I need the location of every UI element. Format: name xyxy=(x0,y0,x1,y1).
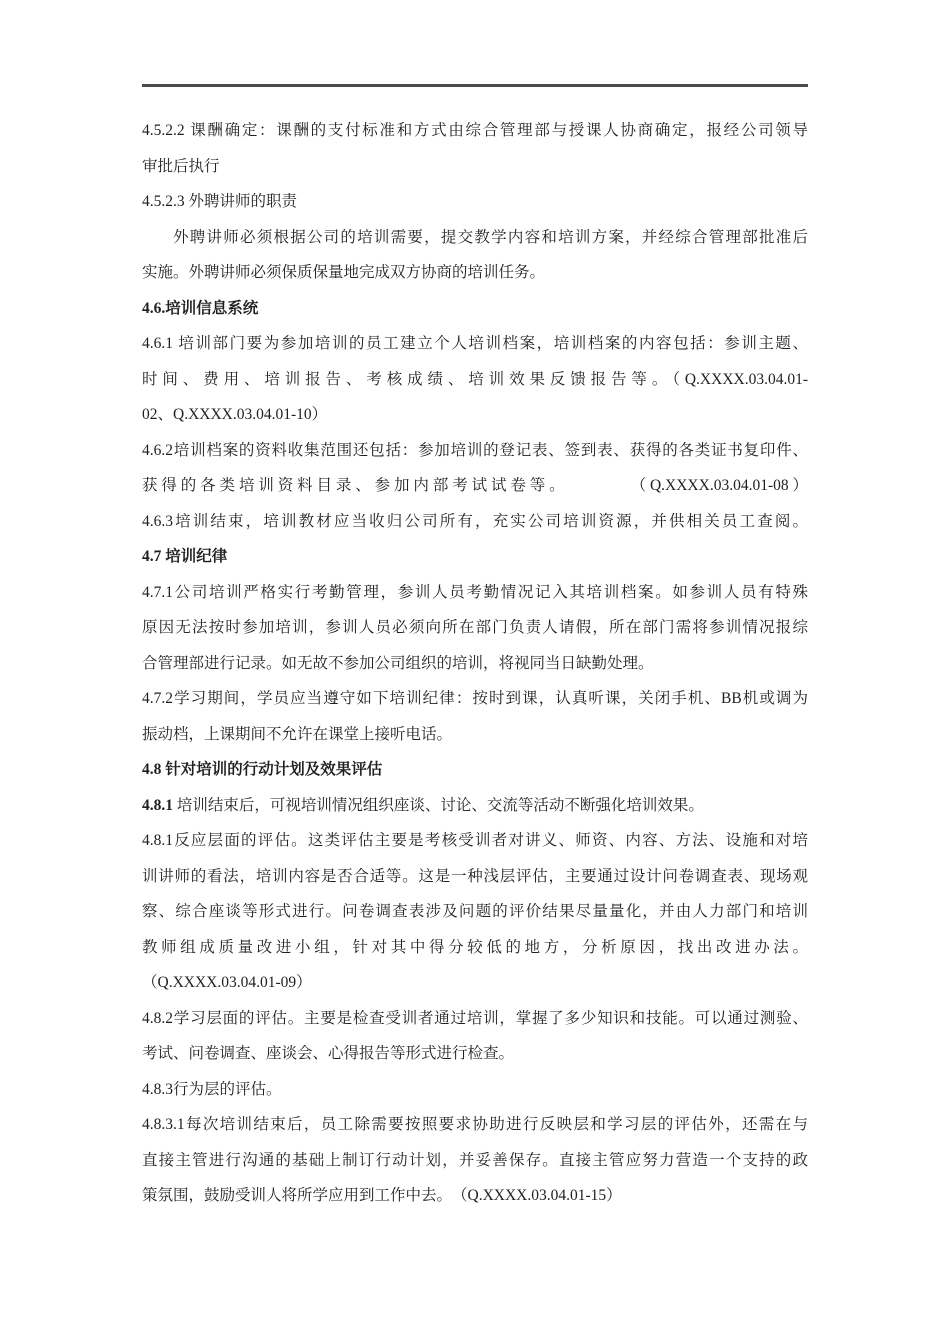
document-body xyxy=(142,113,808,1214)
text-line-15 xyxy=(142,610,808,646)
text-line-20 xyxy=(142,788,808,824)
text-line-29 xyxy=(142,1107,808,1143)
text-run: 时间、费用、培训报告、考核成绩、培训效果反馈报告等。（Q.XXXX.03.04.01- xyxy=(142,370,808,388)
text-run: 获得的各类培训资料目录、参加内部考试试卷等。 （Q.XXXX.03.04.01-08） xyxy=(142,477,808,494)
text-run: 原因无法按时参加培训，参训人员必须向所在部门负责人请假，所在部门需将参训情况报综 xyxy=(142,619,808,636)
text-line-1 xyxy=(142,113,808,149)
bold-text-run: 4.6.培训信息系统 xyxy=(142,299,259,317)
text-run: 4.7.2学习期间，学员应当遵守如下培训纪律：按时到课，认真听课，关闭手机、BB机或调为 xyxy=(142,690,808,707)
text-run: 实施。外聘讲师必须保质保量地完成双方协商的培训任务。 xyxy=(142,264,546,281)
text-line-21 xyxy=(142,823,808,859)
text-run: 4.6.3培训结束，培训教材应当收归公司所有，充实公司培训资源，并供相关员工查阅。 xyxy=(142,512,808,530)
text-run: 合管理部进行记录。如无故不参加公司组织的培训，将视同当日缺勤处理。 xyxy=(142,654,654,672)
text-line-13 xyxy=(142,539,808,575)
bold-text-run: 4.8 针对培训的行动计划及效果评估 xyxy=(142,761,383,778)
text-run: 4.8.2学习层面的评估。主要是检查受训者通过培训，掌握了多少知识和技能。可以通过测验、 xyxy=(142,1009,808,1027)
text-line-19 xyxy=(142,752,808,788)
text-run: 训讲师的看法，培训内容是否合适等。这是一种浅层评估，主要通过设计问卷调查表、现场观 xyxy=(142,867,808,885)
header-rule xyxy=(142,84,808,87)
text-run: 02、Q.XXXX.03.04.01-10） xyxy=(142,406,328,423)
text-line-6 xyxy=(142,291,808,327)
text-line-12 xyxy=(142,504,808,540)
text-line-3 xyxy=(142,184,808,220)
text-run: 教师组成质量改进小组，针对其中得分较低的地方，分析原因，找出改进办法。 xyxy=(142,938,808,956)
text-run: 审批后执行 xyxy=(142,157,220,175)
text-run: 振动档，上课期间不允许在课堂上接听电话。 xyxy=(142,725,453,743)
text-line-16 xyxy=(142,646,808,682)
text-line-2 xyxy=(142,149,808,185)
text-run: 考试、问卷调查、座谈会、心得报告等形式进行检查。 xyxy=(142,1045,515,1062)
text-run: 策氛围，鼓励受训人将所学应用到工作中去。 （Q.XXXX.03.04.01-15） xyxy=(142,1187,622,1204)
text-run: 4.8.3.1每次培训结束后，员工除需要按照要求协助进行反映层和学习层的评估外，还需在与 xyxy=(142,1116,808,1133)
text-line-26 xyxy=(142,1001,808,1037)
text-run: 培训结束后，可视培训情况组织座谈、讨论、交流等活动不断强化培训效果。 xyxy=(176,796,704,814)
text-line-22 xyxy=(142,859,808,895)
text-run: 4.5.2.2 课酬确定：课酬的支付标准和方式由综合管理部与授课人协商确定，报经公司领导 xyxy=(142,122,808,139)
text-line-27 xyxy=(142,1036,808,1072)
text-line-28 xyxy=(142,1072,808,1108)
text-line-11 xyxy=(142,468,808,504)
text-run: 4.8.3行为层的评估。 xyxy=(142,1080,282,1098)
text-line-9 xyxy=(142,397,808,433)
text-line-10 xyxy=(142,433,808,469)
text-line-24 xyxy=(142,930,808,966)
text-run: 4.8.1反应层面的评估。这类评估主要是考核受训者对讲义、师资、内容、方法、设施和对培 xyxy=(142,832,808,849)
text-run: 外聘讲师必须根据公司的培训需要，提交教学内容和培训方案，并经综合管理部批准后 xyxy=(173,228,808,246)
text-run: 察、综合座谈等形式进行。问卷调查表涉及问题的评价结果尽量量化，并由人力部门和培训 xyxy=(142,903,808,920)
text-line-7 xyxy=(142,326,808,362)
text-run: 4.7.1公司培训严格实行考勤管理，参训人员考勤情况记入其培训档案。如参训人员有特殊 xyxy=(142,583,808,601)
text-line-30 xyxy=(142,1143,808,1179)
text-run: （Q.XXXX.03.04.01-09） xyxy=(142,974,312,991)
text-line-23 xyxy=(142,894,808,930)
bold-text-run: 4.7 培训纪律 xyxy=(142,548,228,565)
text-line-31 xyxy=(142,1178,808,1214)
text-line-5 xyxy=(142,255,808,291)
text-line-14 xyxy=(142,575,808,611)
text-run: 直接主管进行沟通的基础上制订行动计划，并妥善保存。直接主管应努力营造一个支持的政 xyxy=(142,1151,808,1169)
text-run: 4.6.2培训档案的资料收集范围还包括：参加培训的登记表、签到表、获得的各类证书复印件、 xyxy=(142,441,808,459)
text-line-4 xyxy=(142,220,808,256)
text-line-8 xyxy=(142,362,808,398)
text-line-17 xyxy=(142,681,808,717)
text-line-18 xyxy=(142,717,808,753)
text-run: 4.5.2.3 外聘讲师的职责 xyxy=(142,193,298,210)
text-run: 4.6.1 培训部门要为参加培训的员工建立个人培训档案，培训档案的内容包括：参训主题、 xyxy=(142,335,808,352)
bold-text-run: 4.8.1 xyxy=(142,796,177,814)
text-line-25 xyxy=(142,965,808,1001)
